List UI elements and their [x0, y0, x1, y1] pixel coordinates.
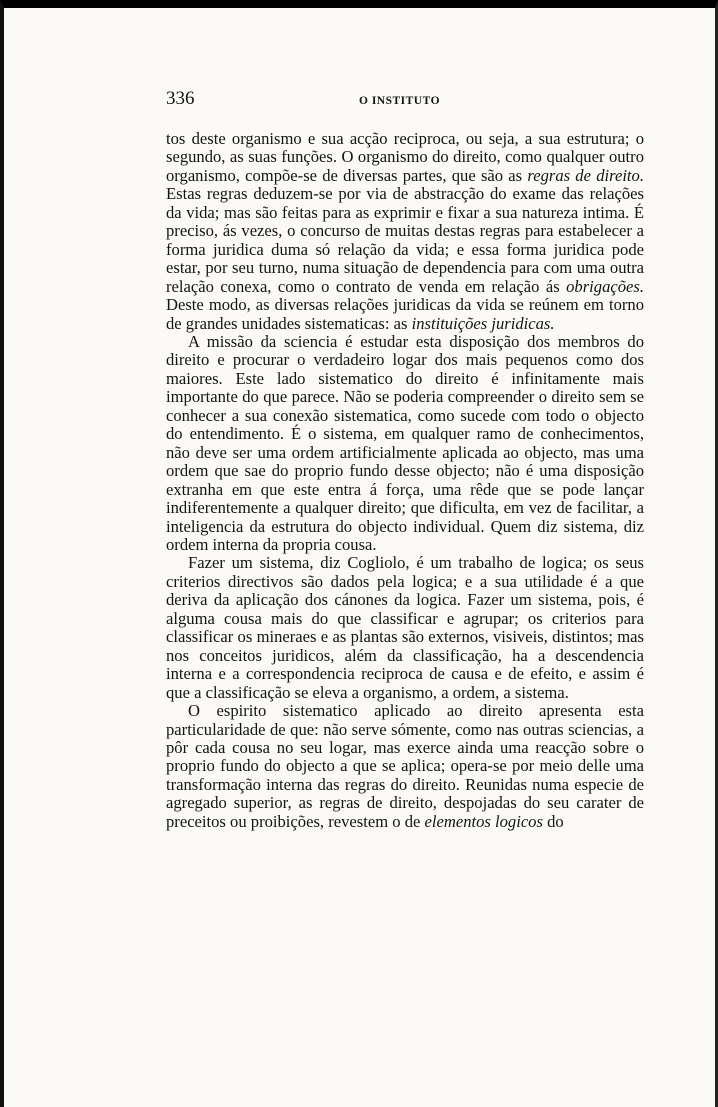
paragraph [166, 333, 644, 554]
italic-phrase: regras de direito. [527, 165, 644, 185]
text-run: A missão da sciencia é estudar esta disposição dos membros do direito e procurar o verdadeiro logar dos mais pequenos como dos maiores. Este lado sistematico do direito é infinitamente mais importante do que parece. Não se poderia compreender o direito sem se conhecer a sua conexão sistematica, como sucede com todo o objecto do entendimento. É o sistema, em qualquer ramo de conhecimentos, não deve ser uma ordem artificialmente aplicada ao objecto, mas uma ordem que sae do proprio fundo desse objecto; não é uma disposição extranha em que este entra á força, uma rêde que se pode lançar indiferentemente a qualquer direito; que dificulta, em vez de facilitar, a inteligencia da estrutura do objecto individual. Quem diz sistema, diz ordem interna da propria cousa. [166, 331, 644, 554]
book-page [166, 88, 644, 831]
text-run: Fazer um sistema, diz Cogliolo, é um trabalho de logica; os seus criterios directivos são dados pela logica; e a sua utilidade é a que deriva da aplicação dos cánones da logica. Fazer um sistema, pois, é alguma cousa mais do que classificar e agrupar; os criterios para classificar os mineraes e as plantas são externos, visiveis, distintos; mas nos conceitos juridicos, além da classificação, ha a descendencia interna e a correspondencia reciproca de causa e de efeito, e assim é que a classificação se eleva a organismo, a ordem, a sistema. [166, 553, 644, 702]
body-text [166, 130, 644, 831]
running-title: O INSTITUTO [359, 95, 441, 107]
paragraph [166, 130, 644, 333]
italic-phrase: instituições juridicas. [411, 313, 555, 333]
page-number: 336 [166, 88, 195, 109]
text-run: O espirito sistematico aplicado ao direito apresenta esta particularidade de que: não serve sómente, como nas outras sciencias, a pôr cada cousa no seu logar, mas exerce ainda uma reacção sobre o proprio fundo do objecto a que se aplica; opera-se por meio delle uma transformação interna das regras do direito. Reunidas numa especie de agregado superior, as regras de direito, despojadas do seu carater de preceitos ou proibições, revestem o de [166, 701, 644, 831]
text-run: do [542, 811, 564, 831]
paragraph [166, 554, 644, 702]
paragraph [166, 702, 644, 831]
text-run: tos deste organismo e sua acção reciproca, ou seja, a sua estrutura; o segundo, as suas funções. O organismo do direito, como qualquer outro organismo, compõe-se de diversas partes, que são as [166, 129, 644, 185]
text-run: Estas regras deduzem-se por via de abstracção do exame das relações da vida; mas são feitas para as exprimir e fixar a sua natureza intima. É preciso, ás vezes, o concurso de muitas destas regras para estabelecer a forma juridica duma só relação da vida; e essa forma juridica pode estar, por seu turno, numa situação de dependencia para com uma outra relação conexa, como o contrato de venda em relação ás [166, 184, 644, 296]
text-run: Deste modo, as diversas relações juridicas da vida se reúnem em torno de grandes unidades sistematicas: as [166, 295, 644, 333]
page-header [166, 88, 644, 118]
italic-phrase: obrigações. [566, 276, 644, 296]
italic-phrase: elementos logicos [424, 811, 543, 831]
